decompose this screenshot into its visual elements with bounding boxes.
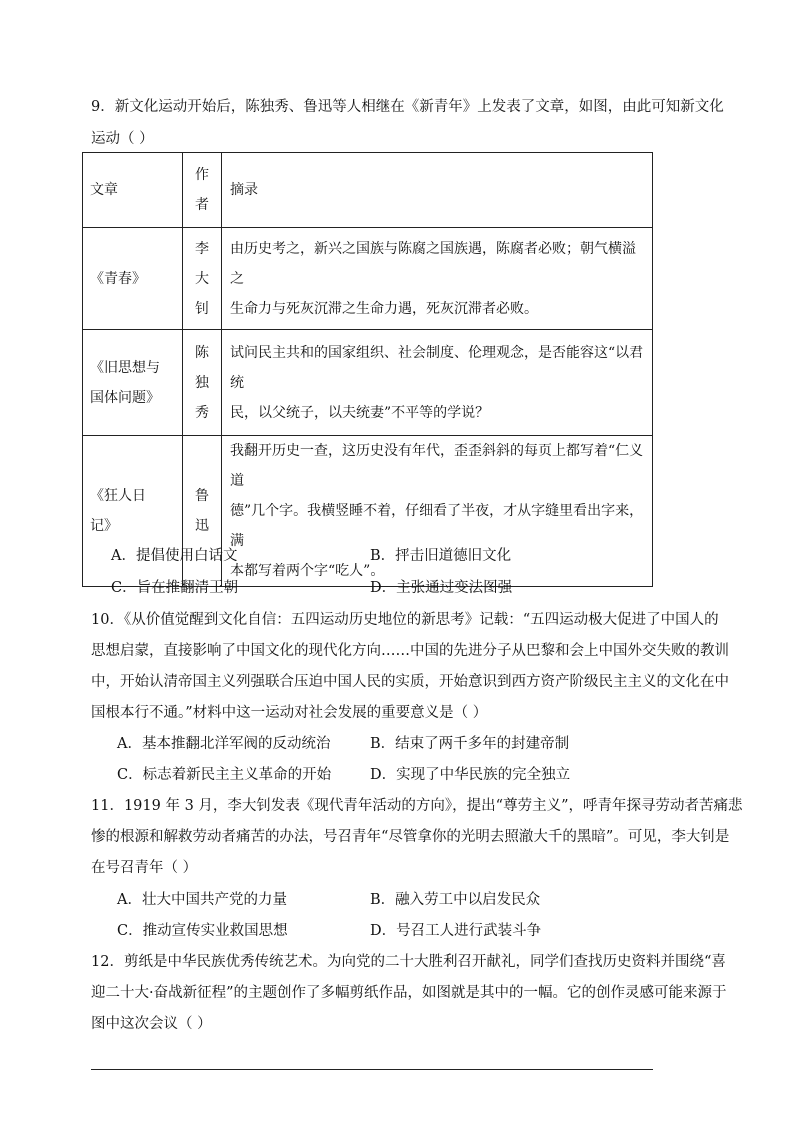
row3-article-line1: 《狂人日: [90, 488, 146, 504]
row1-article: 《青春》: [90, 270, 146, 287]
q11-stem-line2: 惨的根源和解救劳动者痛苦的办法，号召青年“尽管拿你的光明去照澈大千的黑暗”。可见，李大钊是: [91, 829, 730, 845]
q10-stem-line3: 中，开始认清帝国主义列强联合压迫中国人民的实质，开始意识到西方资产阶级民主主义的文化在中: [91, 674, 729, 690]
row2-excerpt-line2: 民，以父统子，以夫统妻”不平等的学说？: [230, 404, 490, 421]
q11-option-b[interactable]: B．融入劳工中以启发民众: [370, 892, 541, 908]
row2-author: 陈独秀: [195, 344, 209, 421]
q10-option-d[interactable]: D．实现了中华民族的完全独立: [370, 767, 571, 783]
q9-stem-line2: 运动（ ）: [91, 131, 154, 147]
q10-option-a[interactable]: A．基本推翻北洋军阀的反动统治: [117, 736, 331, 752]
header-author: 作者: [195, 167, 209, 213]
row1-excerpt-line1: 由历史考之，新兴之国族与陈腐之国族遇，陈腐者必败；朝气横溢之: [230, 240, 636, 287]
q11-option-d[interactable]: D．号召工人进行武装斗争: [370, 923, 542, 939]
q9-option-d[interactable]: D．主张通过变法图强: [370, 580, 513, 596]
q10-option-c[interactable]: C．标志着新民主主义革命的开始: [117, 767, 332, 783]
bottom-divider: [91, 1069, 653, 1070]
row3-excerpt-line1: 我翻开历史一查，这历史没有年代，歪歪斜斜的每页上都写着“仁义道: [230, 443, 644, 489]
q11-stem-line3: 在号召青年（ ）: [91, 860, 198, 876]
row2-excerpt-line1: 试问民主共和的国家组织、社会制度、伦理观念，是否能容这“以君统: [230, 344, 644, 391]
row3-excerpt-line2: 德”几个字。我横竖睡不着，仔细看了半夜，才从字缝里看出字来，满: [230, 503, 644, 549]
q9-option-b[interactable]: B．抨击旧道德旧文化: [370, 548, 512, 564]
q10-option-b[interactable]: B．结束了两千多年的封建帝制: [370, 736, 570, 752]
table-row: [83, 228, 653, 330]
q9-option-a[interactable]: A．提倡使用白话文: [111, 548, 238, 564]
q11-option-c[interactable]: C．推动宣传实业救国思想: [117, 923, 288, 939]
q9-article-table: [82, 152, 653, 587]
row2-article-line1: 《旧思想与: [90, 359, 160, 376]
q12-stem-line1: 12．剪纸是中华民族优秀传统艺术。为向党的二十大胜利召开献礼，同学们查找历史资料并围绕“喜: [91, 954, 726, 970]
header-article: 文章: [83, 153, 183, 228]
q10-stem-line1: 10．《从价值觉醒到文化自信：五四运动历史地位的新思考》记载：“五四运动极大促进了中国人的: [91, 612, 719, 628]
q12-stem-line2: 迎二十大·奋战新征程”的主题创作了多幅剪纸作品，如图就是其中的一幅。它的创作灵感可能来源于: [91, 985, 727, 1001]
q11-stem-line1: 11．1919 年 3 月，李大钊发表《现代青年活动的方向》，提出“尊劳主义”，呼青年探寻劳动者苦痛悲: [91, 798, 743, 814]
row1-excerpt-line2: 生命力与死灰沉滞之生命力遇，死灰沉滞者必败。: [230, 300, 538, 317]
q10-stem-line4: 国根本行不通。”材料中这一运动对社会发展的重要意义是（ ）: [91, 705, 488, 721]
table-row: [83, 330, 653, 436]
q10-stem-line2: 思想启蒙，直接影响了中国文化的现代化方向……中国的先进分子从巴黎和会上中国外交失败的教训: [91, 643, 729, 659]
row3-article-line2: 记》: [90, 518, 118, 534]
q11-option-a[interactable]: A．壮大中国共产党的力量: [117, 892, 287, 908]
row3-excerpt-line3: 本都写着两个字“吃人”。: [230, 563, 385, 579]
row2-article-line2: 国体问题》: [90, 389, 160, 406]
q12-stem-line3: 图中这次会议（ ）: [91, 1016, 212, 1032]
table-header-row: [83, 153, 653, 228]
row1-author: 李大钊: [195, 240, 209, 317]
header-excerpt: 摘录: [222, 153, 653, 228]
q9-stem-line1: 9．新文化运动开始后，陈独秀、鲁迅等人相继在《新青年》上发表了文章，如图，由此可知新文化: [91, 99, 724, 115]
row3-author: 鲁迅: [195, 488, 209, 534]
q9-option-c[interactable]: C．旨在推翻清王朝: [111, 580, 239, 596]
